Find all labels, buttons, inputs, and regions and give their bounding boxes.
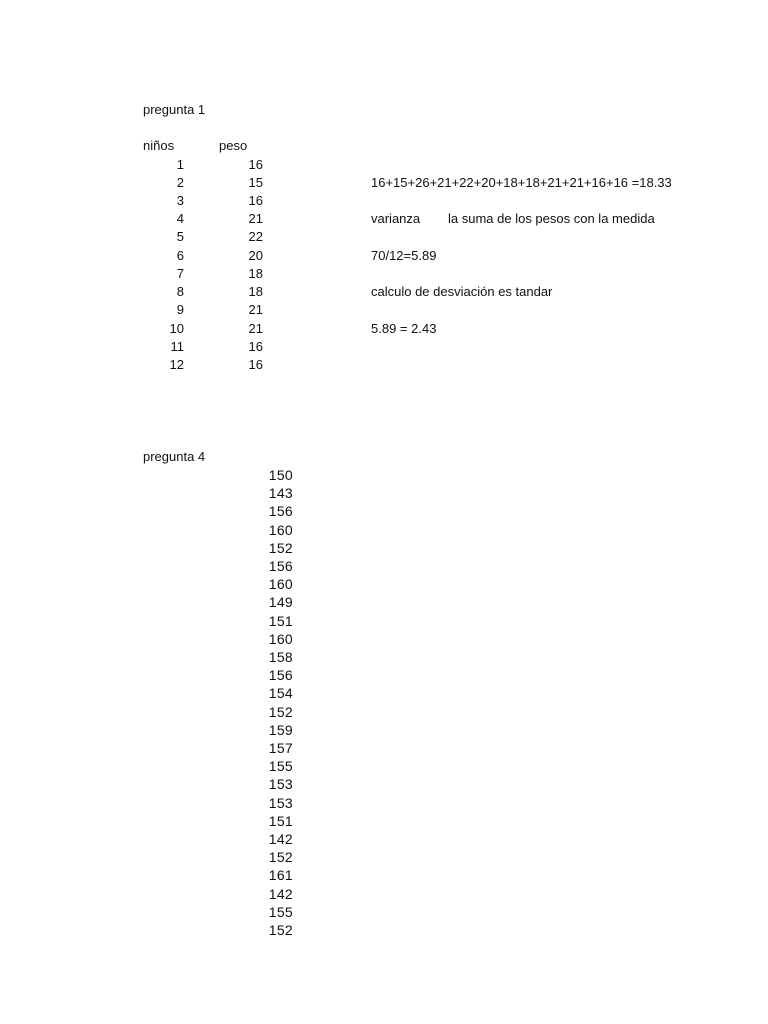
list-item: 152 — [268, 849, 293, 865]
table-cell-nino: 12 — [169, 357, 184, 372]
table-cell-nino: 7 — [176, 266, 184, 281]
list-item: 160 — [268, 576, 293, 592]
table-cell-peso: 16 — [248, 339, 263, 354]
table-cell-nino: 10 — [169, 321, 184, 336]
table-cell-nino: 4 — [176, 211, 184, 226]
result-formula: 5.89 = 2.43 — [371, 321, 437, 336]
table-cell-peso: 16 — [248, 157, 263, 172]
table-cell-peso: 18 — [248, 284, 263, 299]
sum-formula: 16+15+26+21+22+20+18+18+21+21+16+16 =18.33 — [371, 175, 672, 190]
table-cell-nino: 2 — [176, 175, 184, 190]
list-item: 153 — [268, 795, 293, 811]
list-item: 156 — [268, 503, 293, 519]
list-item: 151 — [268, 613, 293, 629]
column-header-ninos: niños — [143, 138, 175, 153]
list-item: 152 — [268, 704, 293, 720]
list-item: 161 — [268, 867, 293, 883]
table-cell-peso: 22 — [248, 229, 263, 244]
table-cell-nino: 3 — [176, 193, 184, 208]
table-cell-peso: 21 — [248, 321, 263, 336]
list-item: 156 — [268, 667, 293, 683]
list-item: 151 — [268, 813, 293, 829]
list-item: 153 — [268, 776, 293, 792]
list-item: 150 — [268, 467, 293, 483]
varianza-label: varianza — [371, 211, 421, 226]
table-cell-peso: 21 — [248, 302, 263, 317]
list-item: 142 — [268, 886, 293, 902]
table-cell-nino: 5 — [176, 229, 184, 244]
question-4-title: pregunta 4 — [143, 449, 206, 464]
table-cell-nino: 8 — [176, 284, 184, 299]
desviacion-note: calculo de desviación es tandar — [371, 284, 553, 299]
list-item: 160 — [268, 522, 293, 538]
list-item: 155 — [268, 904, 293, 920]
list-item: 159 — [268, 722, 293, 738]
table-cell-peso: 16 — [248, 193, 263, 208]
list-item: 154 — [268, 685, 293, 701]
list-item: 156 — [268, 558, 293, 574]
list-item: 152 — [268, 540, 293, 556]
table-cell-peso: 15 — [248, 175, 263, 190]
table-cell-nino: 9 — [176, 302, 184, 317]
list-item: 143 — [268, 485, 293, 501]
list-item: 152 — [268, 922, 293, 938]
table-cell-nino: 1 — [176, 157, 184, 172]
division-formula: 70/12=5.89 — [371, 248, 437, 263]
list-item: 158 — [268, 649, 293, 665]
table-cell-peso: 18 — [248, 266, 263, 281]
column-header-peso: peso — [219, 138, 248, 153]
table-cell-peso: 16 — [248, 357, 263, 372]
list-item: 149 — [268, 594, 293, 610]
varianza-description: la suma de los pesos con la medida — [448, 211, 655, 226]
table-cell-peso: 21 — [248, 211, 263, 226]
list-item: 160 — [268, 631, 293, 647]
table-cell-peso: 20 — [248, 248, 263, 263]
list-item: 157 — [268, 740, 293, 756]
table-cell-nino: 6 — [176, 248, 184, 263]
table-cell-nino: 11 — [170, 339, 184, 354]
question-1-title: pregunta 1 — [143, 102, 206, 117]
list-item: 142 — [268, 831, 293, 847]
list-item: 155 — [268, 758, 293, 774]
